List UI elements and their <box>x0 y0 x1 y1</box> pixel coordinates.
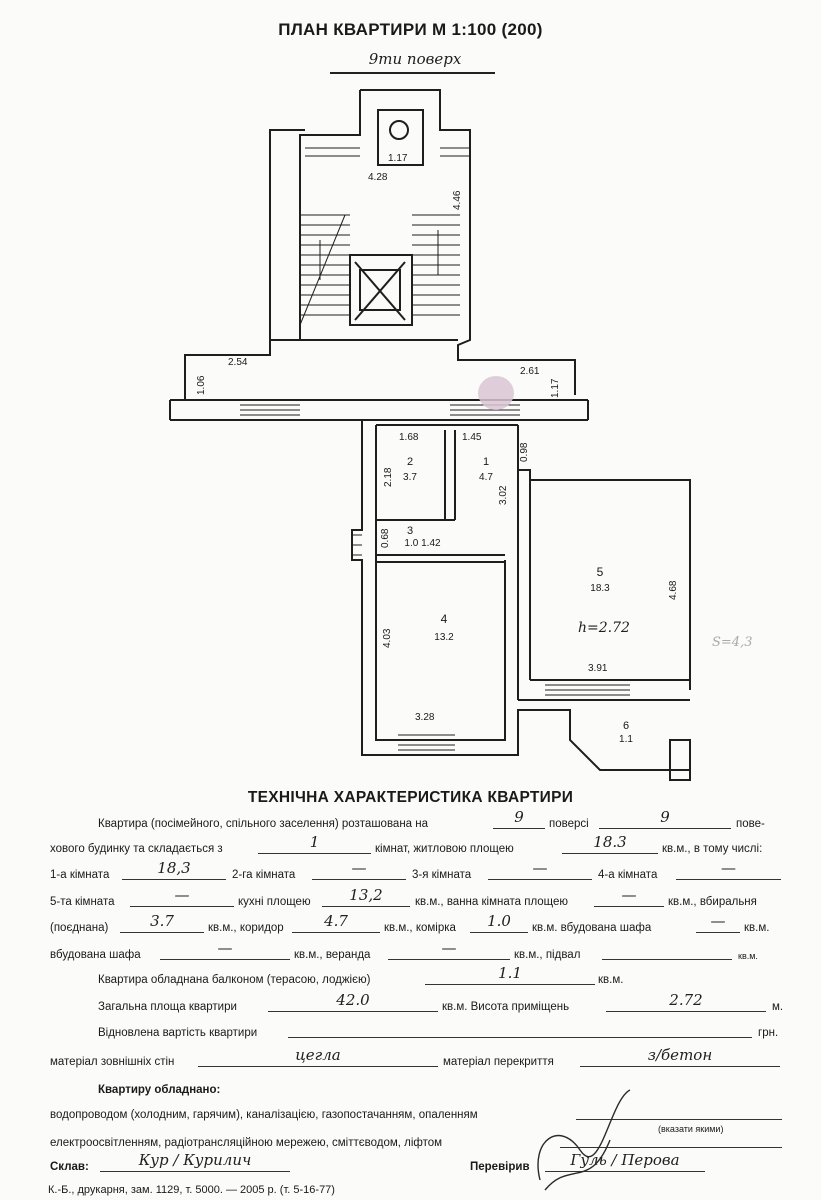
tech-room3-value <box>488 859 592 880</box>
tech-kitchen-text: 13,2 <box>349 886 383 904</box>
checked-by-name: Гуль / Перова <box>570 1151 680 1169</box>
compiled-by-label: Склав: <box>50 1161 89 1173</box>
tech-wardrobe2-value <box>160 939 290 960</box>
compiled-by-name: Кур / Курилич <box>138 1151 252 1169</box>
tech-living-area <box>562 833 658 854</box>
tech-kitchen-value <box>322 886 410 907</box>
tech-balcony-value <box>425 964 595 985</box>
room-1-number: 1 <box>482 456 490 468</box>
tech-wc-value <box>120 912 204 933</box>
tech-room5-value <box>130 886 234 907</box>
tech-total-area-value <box>268 991 438 1012</box>
room-6-area: 1.1 <box>619 734 633 745</box>
dim-room5-width: 3.91 <box>588 663 608 674</box>
room-2-number: 2 <box>406 456 414 468</box>
tech-corridor-label: кв.м., коридор <box>208 922 284 934</box>
tech-room2-value <box>312 859 406 880</box>
tech-utilities-line2: електроосвітленням, радіотрансляційною мережею, сміттєводом, ліфтом <box>50 1137 443 1149</box>
tech-bath-value <box>594 886 664 907</box>
tech-floor-value <box>493 808 545 829</box>
tech-room4-label: 4-а кімната <box>598 869 658 881</box>
tech-room4-value <box>676 859 781 880</box>
tech-bath-text: — <box>621 886 637 904</box>
room-3-number: 3 <box>406 525 414 537</box>
tech-wardrobe2-label: вбудована шафа <box>50 949 141 961</box>
tech-storage-text: 1.0 <box>487 912 511 930</box>
tech-room3-text: — <box>532 859 548 877</box>
tech-floor-value-text: 9 <box>514 808 524 826</box>
dim-left-balcony-depth: 1.06 <box>196 375 207 395</box>
room-4-number: 4 <box>440 612 448 626</box>
tech-room2-label: 2-га кімната <box>232 869 296 881</box>
tech-living-area-text: 18.3 <box>593 833 627 851</box>
dim-stair-width: 4.28 <box>368 172 388 183</box>
tech-corridor-value <box>292 912 380 933</box>
dim-stair-depth: 4.46 <box>452 190 463 210</box>
room-3-area: 1.0 1.42 <box>404 538 441 549</box>
ceiling-height-note: h=2.72 <box>578 620 630 636</box>
dim-room2-width: 1.68 <box>399 432 419 443</box>
tech-utilities-line1: водопроводом (холодним, гарячим), каналізацією, газопостачанням, опаленням <box>50 1109 478 1121</box>
tech-line1-label: Квартира (посімейного, спільного заселення) розташована на <box>98 818 429 830</box>
checked-by-label: Перевірив <box>470 1161 530 1173</box>
tech-room1-value <box>122 859 226 880</box>
dim-room3-side: 0.68 <box>380 528 391 548</box>
room-5-number: 5 <box>596 565 604 579</box>
tech-room1-text: 18,3 <box>157 859 191 877</box>
tech-combined-label: (поєднана) <box>50 922 109 934</box>
dim-right-balcony-depth: 1.17 <box>550 378 561 398</box>
tech-wc-text: 3.7 <box>150 912 174 930</box>
tech-bath-label: кв.м., ванна кімната площею <box>415 896 569 908</box>
tech-rooms-count-text: 1 <box>309 833 320 851</box>
dim-right-balcony: 2.61 <box>520 366 540 377</box>
margin-note: S=4,3 <box>712 635 753 650</box>
page-title: ПЛАН КВАРТИРИ М 1:100 (200) <box>278 20 543 39</box>
tech-total-floors-text: 9 <box>660 808 670 826</box>
room-1-area: 4.7 <box>479 472 493 483</box>
tech-veranda-label: кв.м., веранда <box>294 949 371 961</box>
compiled-by-signature <box>100 1151 290 1172</box>
tech-wardrobe2-text: — <box>217 939 233 957</box>
room-6-number: 6 <box>622 720 630 732</box>
tech-line2-label: хового будинку та складається з <box>50 843 223 855</box>
tech-wc-label: кв.м., вбиральня <box>668 896 757 908</box>
dim-chute: 1.17 <box>388 153 408 164</box>
tech-walls-value <box>198 1046 438 1067</box>
dim-room4-width: 3.28 <box>415 712 435 723</box>
room-2-area: 3.7 <box>403 472 417 483</box>
dim-room2-height: 2.18 <box>383 467 394 487</box>
tech-room5-label: 5-та кімната <box>50 896 115 908</box>
tech-utilities-note: (вказати якими) <box>658 1124 724 1134</box>
tech-line2-mid: кімнат, житловою площею <box>375 843 514 855</box>
tech-cost-unit: грн. <box>758 1027 779 1039</box>
tech-balcony-unit: кв.м. <box>598 974 624 986</box>
dim-corridor-side: 0.98 <box>519 442 530 462</box>
tech-line6-unit: кв.м. <box>738 951 758 961</box>
tech-room4-text: — <box>721 859 736 877</box>
tech-room1-label: 1-а кімната <box>50 869 110 881</box>
dim-room4-height: 4.03 <box>382 628 393 648</box>
dim-room1-width: 1.45 <box>462 432 482 443</box>
tech-basement-value <box>602 945 732 960</box>
tech-storage-value <box>470 912 528 933</box>
tech-line5-unit: кв.м. <box>744 922 770 934</box>
tech-basement-label: кв.м., підвал <box>514 949 581 961</box>
tech-floors-text: з/бетон <box>647 1046 713 1064</box>
room-4-area: 13.2 <box>434 632 454 643</box>
tech-storage-label: кв.м., комірка <box>384 922 456 934</box>
tech-height-text: 2.72 <box>669 991 703 1009</box>
tech-total-area-label: Загальна площа квартири <box>98 1001 237 1013</box>
tech-line1-end: пове- <box>736 818 765 830</box>
floor-handwritten: 9ти поверх <box>368 50 462 68</box>
dim-room5-height: 4.68 <box>668 580 679 600</box>
tech-line2-end: кв.м., в тому числі: <box>662 843 763 855</box>
tech-total-floors-value <box>599 808 731 829</box>
tech-room5-text: — <box>174 886 190 904</box>
tech-line1-floor-suffix: поверсі <box>549 818 589 830</box>
tech-cost-value <box>288 1023 752 1038</box>
tech-wardrobe-value <box>696 912 740 933</box>
tech-room3-label: 3-я кімната <box>412 869 472 881</box>
tech-veranda-text: — <box>441 939 457 957</box>
print-footer: К.-Б., друкарня, зам. 1129, т. 5000. — 2005 р. (т. 5-16-77) <box>48 1184 335 1196</box>
dim-room1-height: 3.02 <box>498 485 509 505</box>
room-5-area: 18.3 <box>590 583 610 594</box>
tech-wardrobe-label: кв.м. вбудована шафа <box>532 922 652 934</box>
tech-equipped-heading: Квартиру обладнано: <box>98 1084 221 1096</box>
tech-height-value <box>606 991 766 1012</box>
tech-height-unit: м. <box>772 1001 784 1013</box>
tech-walls-label: матеріал зовнішніх стін <box>50 1056 175 1068</box>
tech-floors-label: матеріал перекриття <box>443 1056 554 1068</box>
tech-total-area-text: 42.0 <box>336 991 370 1009</box>
tech-corridor-text: 4.7 <box>324 912 348 930</box>
tech-balcony-text: 1.1 <box>498 964 522 982</box>
tech-kitchen-label: кухні площею <box>238 896 311 908</box>
signature-scribble <box>520 1080 660 1200</box>
tech-floors-value <box>580 1046 780 1067</box>
tech-wardrobe-text: — <box>710 912 726 930</box>
tech-walls-text: цегла <box>295 1046 341 1064</box>
tech-veranda-value <box>388 939 510 960</box>
tech-section-title: ТЕХНІЧНА ХАРАКТЕРИСТИКА КВАРТИРИ <box>247 789 574 806</box>
tech-room2-text: — <box>351 859 367 877</box>
tech-balcony-label: Квартира обладнана балконом (терасою, лоджією) <box>98 974 371 986</box>
tech-cost-label: Відновлена вартість квартири <box>98 1027 258 1039</box>
dim-left-balcony: 2.54 <box>228 357 248 368</box>
tech-height-label: кв.м. Висота приміщень <box>442 1001 570 1013</box>
tech-rooms-count <box>258 833 371 854</box>
